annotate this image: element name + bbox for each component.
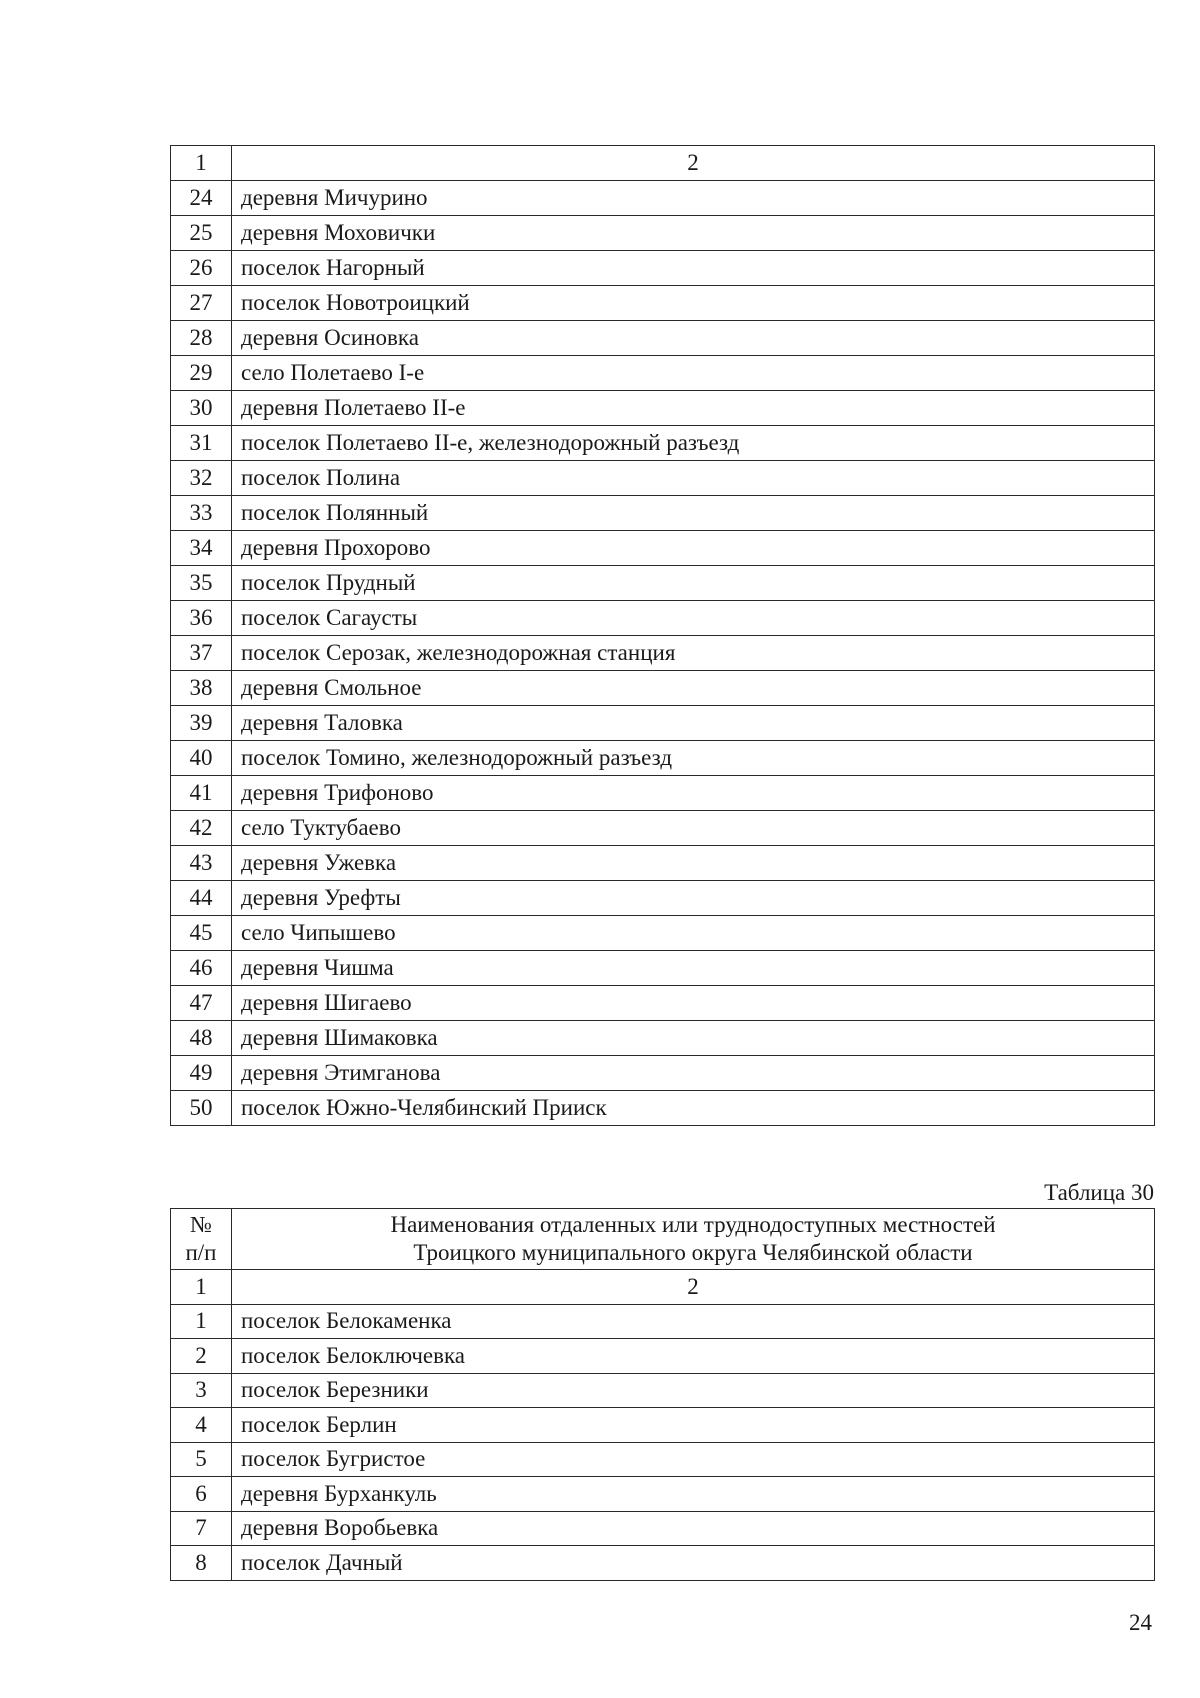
settlement-name: деревня Смольное [232,671,1155,706]
settlement-name: поселок Сагаусты [232,601,1155,636]
table-row [171,251,1155,286]
row-number: 40 [171,741,232,776]
header-name-line2: Троицкого муниципального округа Челябинской области [413,1240,973,1265]
table-row [171,776,1155,811]
column-numbers-row [171,1270,1155,1305]
header-name-cell [232,1209,1155,1270]
settlement-name: деревня Шигаево [232,986,1155,1021]
table-row [171,391,1155,426]
table-30 [170,1208,1155,1581]
table-row [171,811,1155,846]
settlement-name: деревня Шимаковка [232,1021,1155,1056]
settlement-name: деревня Урефты [232,881,1155,916]
table-row [171,601,1155,636]
settlement-name: поселок Бугристое [232,1442,1155,1477]
col-name-header: 2 [232,1270,1155,1305]
settlement-name: деревня Воробьевка [232,1511,1155,1546]
row-number: 37 [171,636,232,671]
table-row [171,496,1155,531]
table-row [171,1304,1155,1339]
header-number-cell [171,1209,232,1270]
settlement-name: деревня Мичурино [232,181,1155,216]
row-number: 27 [171,286,232,321]
table-row [171,916,1155,951]
row-number: 34 [171,531,232,566]
settlement-name: деревня Прохорово [232,531,1155,566]
col-index-header: 1 [171,146,232,181]
settlement-name: село Полетаево I-е [232,356,1155,391]
settlement-name: деревня Чишма [232,951,1155,986]
table-row [171,881,1155,916]
table-row [171,181,1155,216]
table-row [171,1021,1155,1056]
row-number: 2 [171,1339,232,1374]
row-number: 49 [171,1056,232,1091]
row-number: 6 [171,1477,232,1512]
row-number: 3 [171,1373,232,1408]
row-number: 31 [171,426,232,461]
table-row [171,426,1155,461]
table-row [171,1477,1155,1512]
col-index-header: 1 [171,1270,232,1305]
row-number: 7 [171,1511,232,1546]
table-row [171,1339,1155,1374]
settlement-name: деревня Этимганова [232,1056,1155,1091]
row-number: 5 [171,1442,232,1477]
row-number: 26 [171,251,232,286]
settlement-name: деревня Осиновка [232,321,1155,356]
settlement-name: поселок Полетаево II-е, железнодорожный разъезд [232,426,1155,461]
row-number: 38 [171,671,232,706]
settlement-name: поселок Березники [232,1373,1155,1408]
row-number: 35 [171,566,232,601]
row-number: 4 [171,1408,232,1443]
settlement-name: деревня Моховички [232,216,1155,251]
table-row [171,1442,1155,1477]
settlement-name: поселок Новотроицкий [232,286,1155,321]
settlement-name: село Чипышево [232,916,1155,951]
table-row [171,566,1155,601]
header-number-symbol: № [190,1212,212,1237]
row-number: 32 [171,461,232,496]
settlement-name: поселок Полина [232,461,1155,496]
settlement-name: поселок Нагорный [232,251,1155,286]
row-number: 44 [171,881,232,916]
table-row [171,461,1155,496]
table-row [171,951,1155,986]
row-number: 24 [171,181,232,216]
settlements-table-continued [170,145,1155,1126]
row-number: 43 [171,846,232,881]
header-number-abbrev: п/п [185,1240,217,1265]
row-number: 42 [171,811,232,846]
settlement-name: поселок Дачный [232,1546,1155,1581]
table-row [171,356,1155,391]
table-row [171,1373,1155,1408]
table-row [171,531,1155,566]
table-header-row [171,1209,1155,1270]
row-number: 8 [171,1546,232,1581]
settlement-name: деревня Ужевка [232,846,1155,881]
header-name-line1: Наименования отдаленных или труднодоступных местностей [390,1212,996,1237]
table-row [171,1056,1155,1091]
row-number: 45 [171,916,232,951]
table-row [171,706,1155,741]
row-number: 29 [171,356,232,391]
row-number: 50 [171,1091,232,1126]
settlement-name: поселок Южно-Челябинский Прииск [232,1091,1155,1126]
row-number: 1 [171,1304,232,1339]
settlement-name: поселок Полянный [232,496,1155,531]
table-row [171,846,1155,881]
row-number: 41 [171,776,232,811]
settlement-name: село Туктубаево [232,811,1155,846]
table-row [171,286,1155,321]
settlement-name: поселок Белокаменка [232,1304,1155,1339]
table-row [171,636,1155,671]
table-caption: Таблица 30 [1044,1180,1154,1205]
row-number: 46 [171,951,232,986]
table-row [171,741,1155,776]
table-row [171,321,1155,356]
table-row [171,671,1155,706]
row-number: 33 [171,496,232,531]
row-number: 28 [171,321,232,356]
settlement-name: деревня Полетаево II-е [232,391,1155,426]
column-numbers-row [171,146,1155,181]
table-row [171,1546,1155,1581]
settlement-name: деревня Таловка [232,706,1155,741]
row-number: 25 [171,216,232,251]
table-row [171,1511,1155,1546]
settlement-name: деревня Бурханкуль [232,1477,1155,1512]
row-number: 30 [171,391,232,426]
row-number: 36 [171,601,232,636]
table-row [171,1091,1155,1126]
col-name-header: 2 [232,146,1155,181]
table-row [171,986,1155,1021]
settlement-name: поселок Томино, железнодорожный разъезд [232,741,1155,776]
settlement-name: поселок Белоключевка [232,1339,1155,1374]
row-number: 39 [171,706,232,741]
row-number: 47 [171,986,232,1021]
table-row [171,1408,1155,1443]
settlement-name: деревня Трифоново [232,776,1155,811]
page-number: 24 [1129,1610,1152,1635]
settlement-name: поселок Серозак, железнодорожная станция [232,636,1155,671]
row-number: 48 [171,1021,232,1056]
table-row [171,216,1155,251]
settlement-name: поселок Прудный [232,566,1155,601]
settlement-name: поселок Берлин [232,1408,1155,1443]
